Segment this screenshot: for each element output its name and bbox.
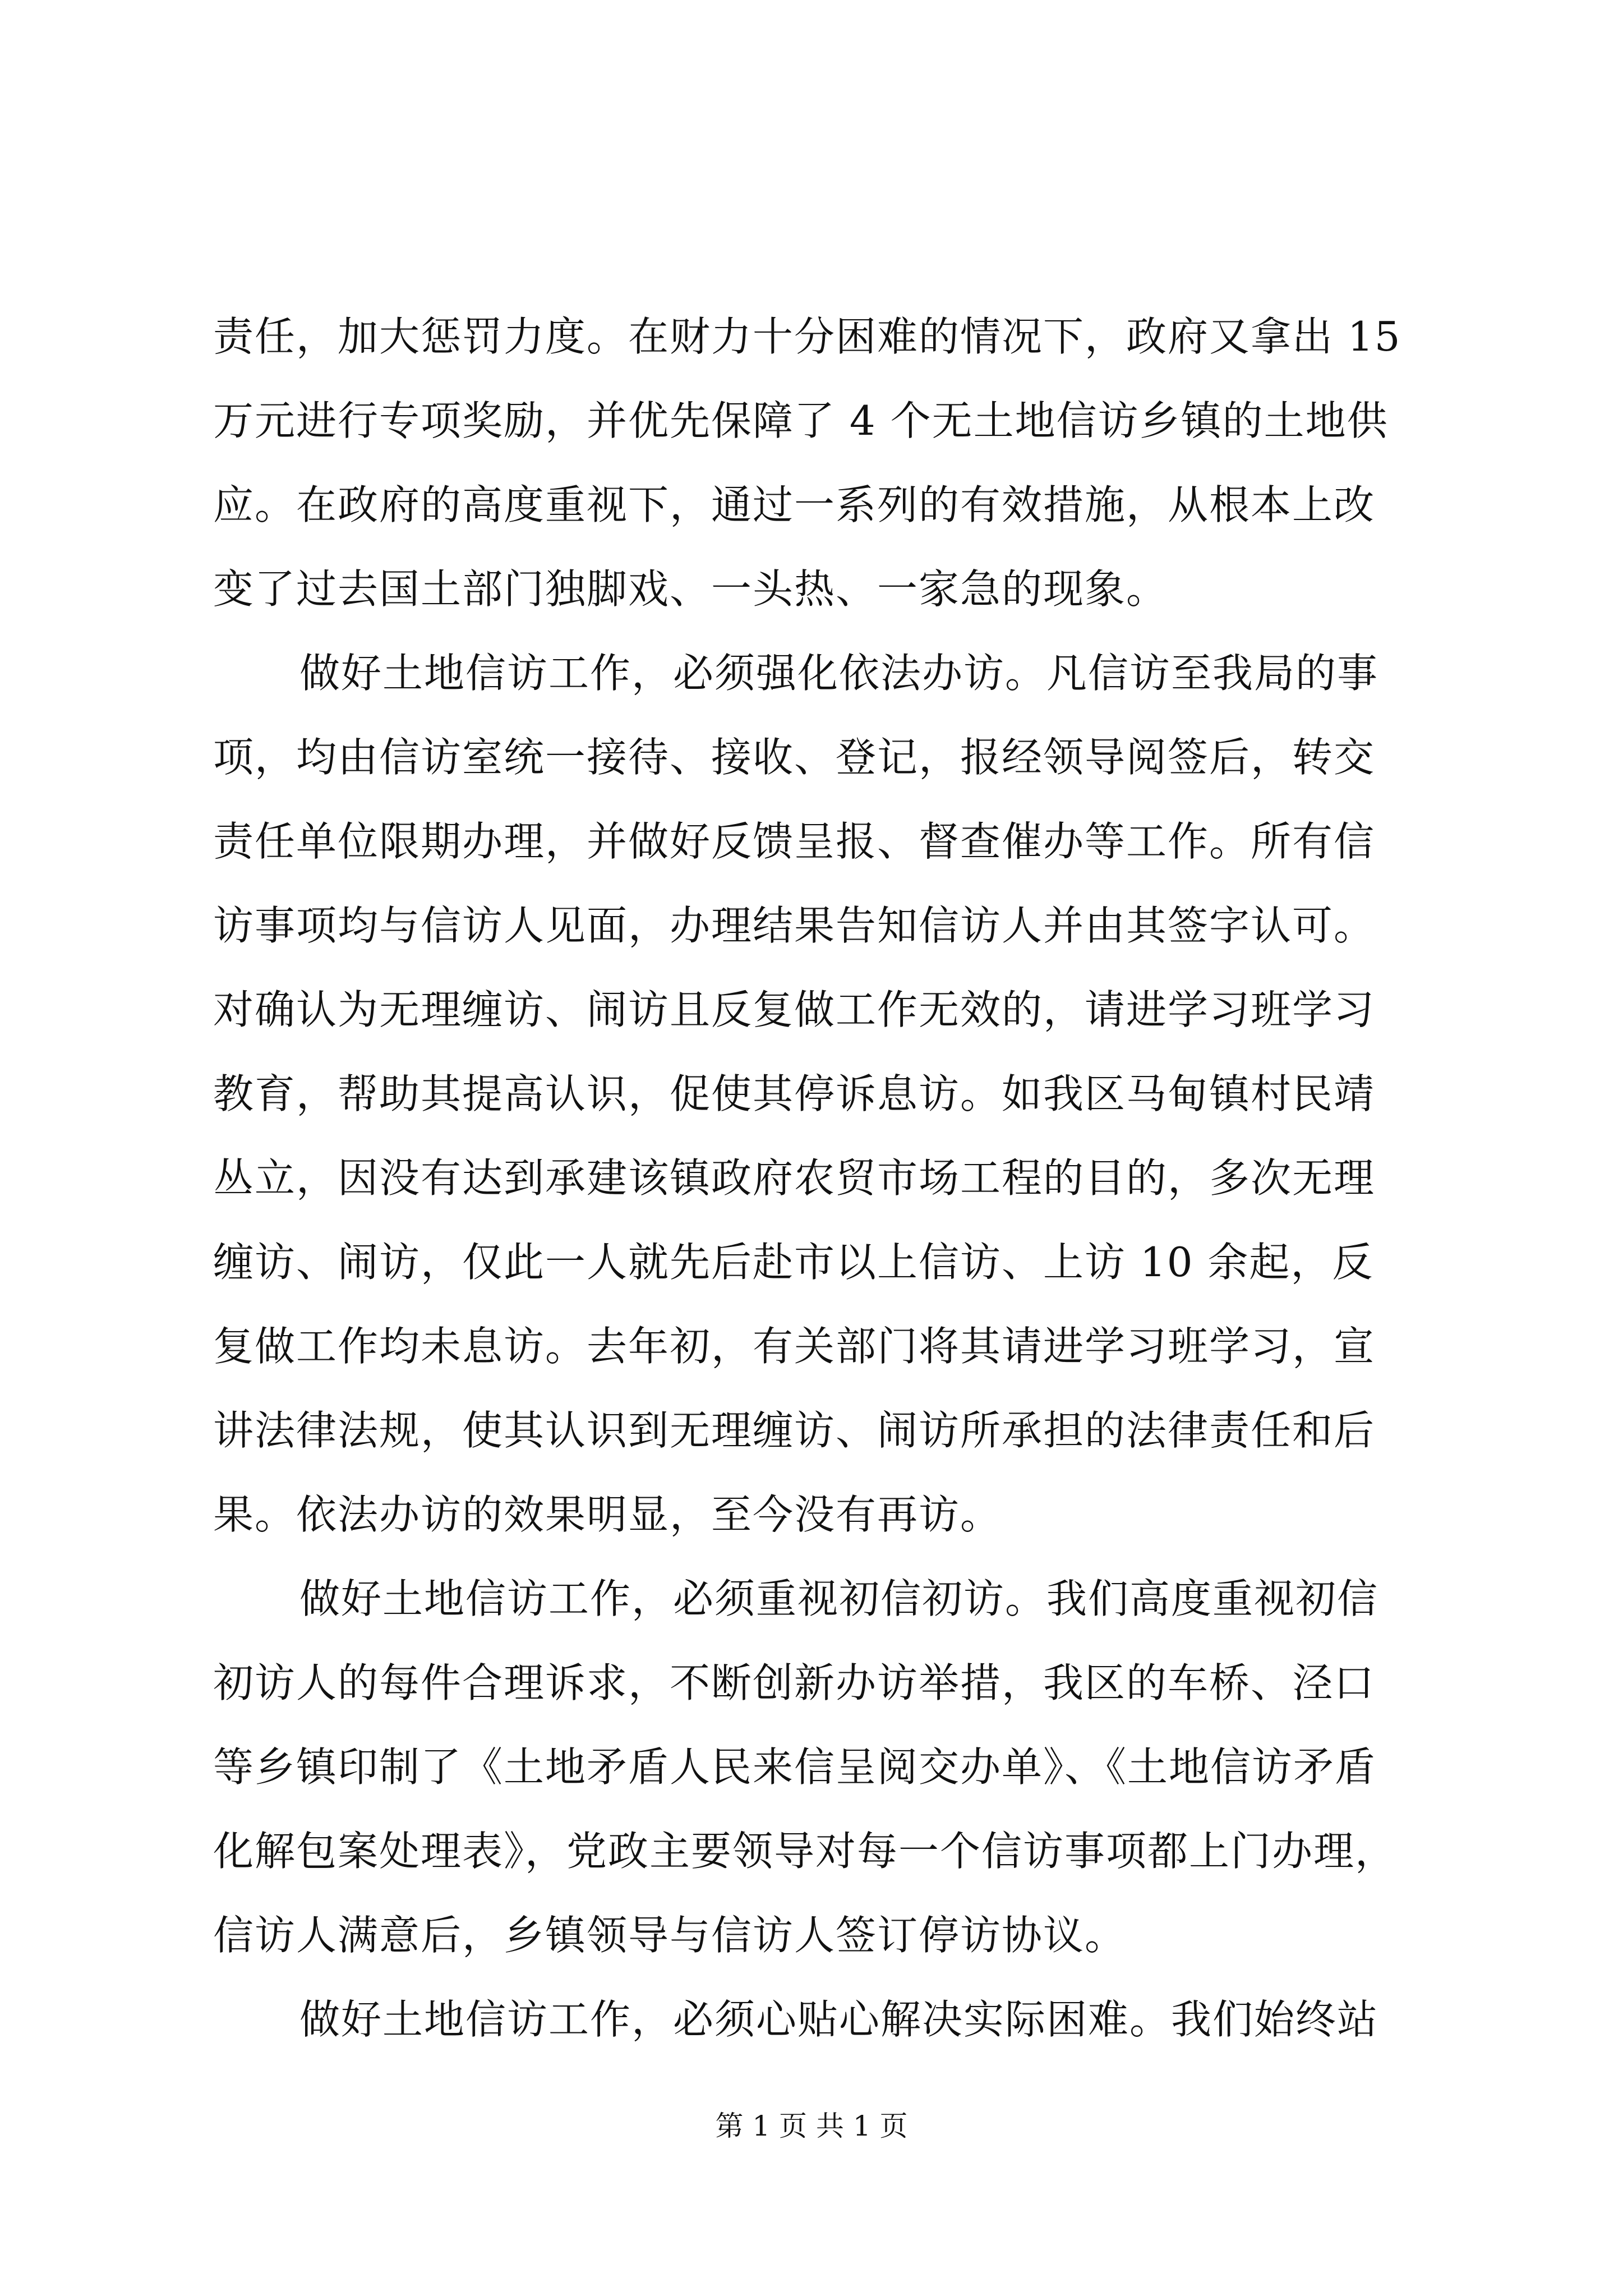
text-line: 项，均由信访室统一接待、接收、登记，报经领导阅签后，转交	[213, 734, 1376, 781]
text-line: 等乡镇印制了《土地矛盾人民来信呈阅交办单》、《土地信访矛盾	[213, 1743, 1377, 1791]
paragraph-first-line: 做好土地信访工作，必须心贴心解决实际困难。我们始终站	[299, 1996, 1379, 2043]
text-line: 讲法律法规，使其认识到无理缠访、闹访所承担的法律责任和后	[213, 1407, 1376, 1454]
text-line: 果。依法办访的效果明显，至今没有再访。	[213, 1491, 1002, 1538]
text-line: 对确认为无理缠访、闹访且反复做工作无效的，请进学习班学习	[213, 986, 1376, 1033]
text-line: 访事项均与信访人见面，办理结果告知信访人并由其签字认可。	[213, 902, 1376, 949]
text-line: 应。在政府的高度重视下，通过一系列的有效措施，从根本上改	[213, 481, 1376, 528]
text-line: 化解包案处理表》，党政主要领导对每一个信访事项都上门办理，	[213, 1828, 1397, 1875]
text-line: 责任单位限期办理，并做好反馈呈报、督查催办等工作。所有信	[213, 818, 1376, 865]
text-line: 复做工作均未息访。去年初，有关部门将其请进学习班学习，宣	[213, 1323, 1376, 1370]
text-line: 变了过去国土部门独脚戏、一头热、一家急的现象。	[213, 565, 1168, 613]
text-line: 万元进行专项奖励，并优先保障了 4 个无土地信访乡镇的土地供	[213, 397, 1389, 444]
text-line: 责任，加大惩罚力度。在财力十分困难的情况下，政府又拿出 15	[213, 313, 1401, 360]
paragraph-first-line: 做好土地信访工作，必须重视初信初访。我们高度重视初信	[299, 1575, 1379, 1622]
text-line: 信访人满意后，乡镇领导与信访人签订停访协议。	[213, 1912, 1127, 1959]
page-number-footer: 第 1 页 共 1 页	[715, 2110, 908, 2142]
paragraph-first-line: 做好土地信访工作，必须强化依法办访。凡信访至我局的事	[299, 650, 1379, 697]
text-line: 丛立，因没有达到承建该镇政府农贸市场工程的目的，多次无理	[213, 1154, 1376, 1202]
text-line: 缠访、闹访，仅此一人就先后赴市以上信访、上访 10 余起，反	[213, 1239, 1374, 1286]
text-line: 初访人的每件合理诉求，不断创新办访举措，我区的车桥、泾口	[213, 1659, 1376, 1706]
text-line: 教育，帮助其提高认识，促使其停诉息访。如我区马甸镇村民靖	[213, 1070, 1376, 1117]
